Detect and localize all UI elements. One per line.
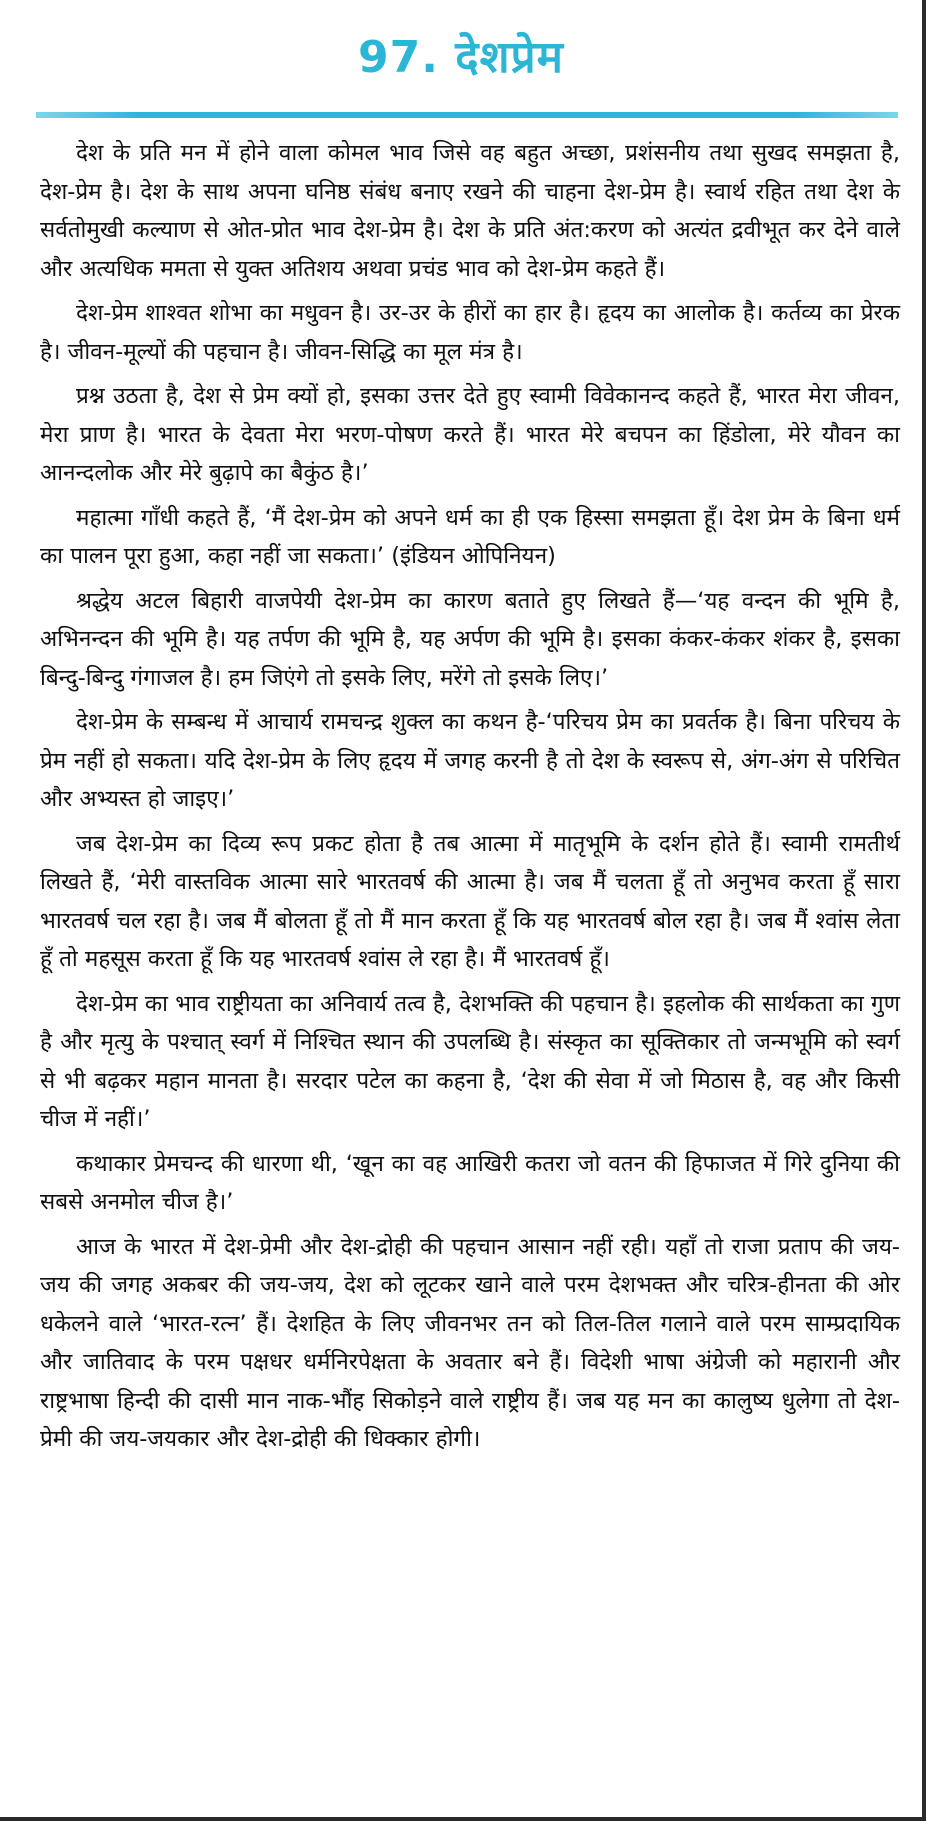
paragraph-7: जब देश-प्रेम का दिव्य रूप प्रकट होता है तब आत्मा में मातृभूमि के दर्शन होते हैं। स्वामी रामतीर्थ लिखते हैं, ‘मेरी वास्तविक आत्मा सारे भारतवर्ष की आत्मा है। जब मैं चलता हूँ तो अनुभव करता हूँ सारा भारतवर्ष चल रहा है। जब मैं बोलता हूँ तो मैं मान करता हूँ कि यह भारतवर्ष बोल रहा है। जब मैं श्वांस लेता हूँ तो महसूस करता हूँ कि यह भारतवर्ष श्वांस ले रहा है। मैं भारतवर्ष हूँ। bbox=[40, 830, 900, 972]
paragraph-8: देश-प्रेम का भाव राष्ट्रीयता का अनिवार्य तत्व है, देशभक्ति की पहचान है। इहलोक की सार्थकता का गुण है और मृत्यु के पश्चात् स्वर्ग में निश्चित स्थान की उपलब्धि है। संस्कृत का सूक्तिकार तो जन्मभूमि को स्वर्ग से भी बढ़कर महान मानता है। सरदार पटेल का कहना है, ‘देश की सेवा में जो मिठास है, वह और किसी चीज में नहीं।’ bbox=[40, 990, 900, 1132]
title-divider bbox=[36, 112, 898, 118]
paragraph-5: श्रद्धेय अटल बिहारी वाजपेयी देश-प्रेम का कारण बताते हुए लिखते हैं—‘यह वन्दन की भूमि है, अभिनन्दन की भूमि है। यह तर्पण की भूमि है, यह अर्पण की भूमि है। इसका कंकर-कंकर शंकर है, इसका बिन्दु-बिन्दु गंगाजल है। हम जिएंगे तो इसके लिए, मरेंगे तो इसके लिए।’ bbox=[40, 587, 900, 691]
paragraph-1: देश के प्रति मन में होने वाला कोमल भाव जिसे वह बहुत अच्छा, प्रशंसनीय तथा सुखद समझता है, देश-प्रेम है। देश के साथ अपना घनिष्ठ संबंध बनाए रखने की चाहना देश-प्रेम है। स्वार्थ रहित तथा देश के सर्वतोमुखी कल्याण से ओत-प्रोत भाव देश-प्रेम है। देश के प्रति अंत:करण को अत्यंत द्रवीभूत कर देने वाले और अत्यधिक ममता से युक्त अतिशय अथवा प्रचंड भाव को देश-प्रेम कहते हैं। bbox=[40, 140, 900, 282]
paragraph-6: देश-प्रेम के सम्बन्ध में आचार्य रामचन्द्र शुक्ल का कथन है-‘परिचय प्रेम का प्रवर्तक है। बिना परिचय के प्रेम नहीं हो सकता। यदि देश-प्रेम के लिए हृदय में जगह करनी है तो देश के स्वरूप से, अंग-अंग से परिचित और अभ्यस्त हो जाइए।’ bbox=[40, 709, 900, 812]
paragraph-9: कथाकार प्रेमचन्द की धारणा थी, ‘खून का वह आखिरी कतरा जो वतन की हिफाजत में गिरे दुनिया की सबसे अनमोल चीज है।’ bbox=[40, 1150, 900, 1215]
paragraph-4: महात्मा गाँधी कहते हैं, ‘मैं देश-प्रेम को अपने धर्म का ही एक हिस्सा समझता हूँ। देश प्रेम के बिना धर्म का पालन पूरा हुआ, कहा नहीं जा सकता।’ (इंडियन ओपिनियन) bbox=[40, 504, 900, 569]
page-title: 97. देशप्रेम bbox=[358, 32, 564, 83]
paragraph-3: प्रश्न उठता है, देश से प्रेम क्यों हो, इसका उत्तर देते हुए स्वामी विवेकानन्द कहते हैं, भारत मेरा जीवन, मेरा प्राण है। भारत के देवता मेरा भरण-पोषण करते हैं। भारत मेरे बचपन का हिंडोला, मेरे यौवन का आनन्दलोक और मेरे बुढ़ापे का बैकुंठ है।’ bbox=[40, 383, 900, 486]
paragraph-2: देश-प्रेम शाश्वत शोभा का मधुवन है। उर-उर के हीरों का हार है। हृदय का आलोक है। कर्तव्य का प्रेरक है। जीवन-मूल्यों की पहचान है। जीवन-सिद्धि का मूल मंत्र है। bbox=[40, 300, 900, 365]
paragraph-10: आज के भारत में देश-प्रेमी और देश-द्रोही की पहचान आसान नहीं रही। यहाँ तो राजा प्रताप की जय-जय की जगह अकबर की जय-जय, देश को लूटकर खाने वाले परम देशभक्त और चरित्र-हीनता की ओर धकेलने वाले ‘भारत-रत्न’ हैं। देशहित के लिए जीवनभर तन को तिल-तिल गलाने वाले परम साम्प्रदायिक और जातिवाद के परम पक्षधर धर्मनिरपेक्षता के अवतार बने हैं। विदेशी भाषा अंग्रेजी को महारानी और राष्ट्रभाषा हिन्दी की दासी मान नाक-भौंह सिकोड़ने वाले राष्ट्रीय हैं। जब यह मन का कालुष्य धुलेगा तो देश-प्रेमी की जय-जयकार और देश-द्रोही की धिक्कार होगी। bbox=[40, 1233, 900, 1452]
essay-body bbox=[40, 134, 900, 1465]
